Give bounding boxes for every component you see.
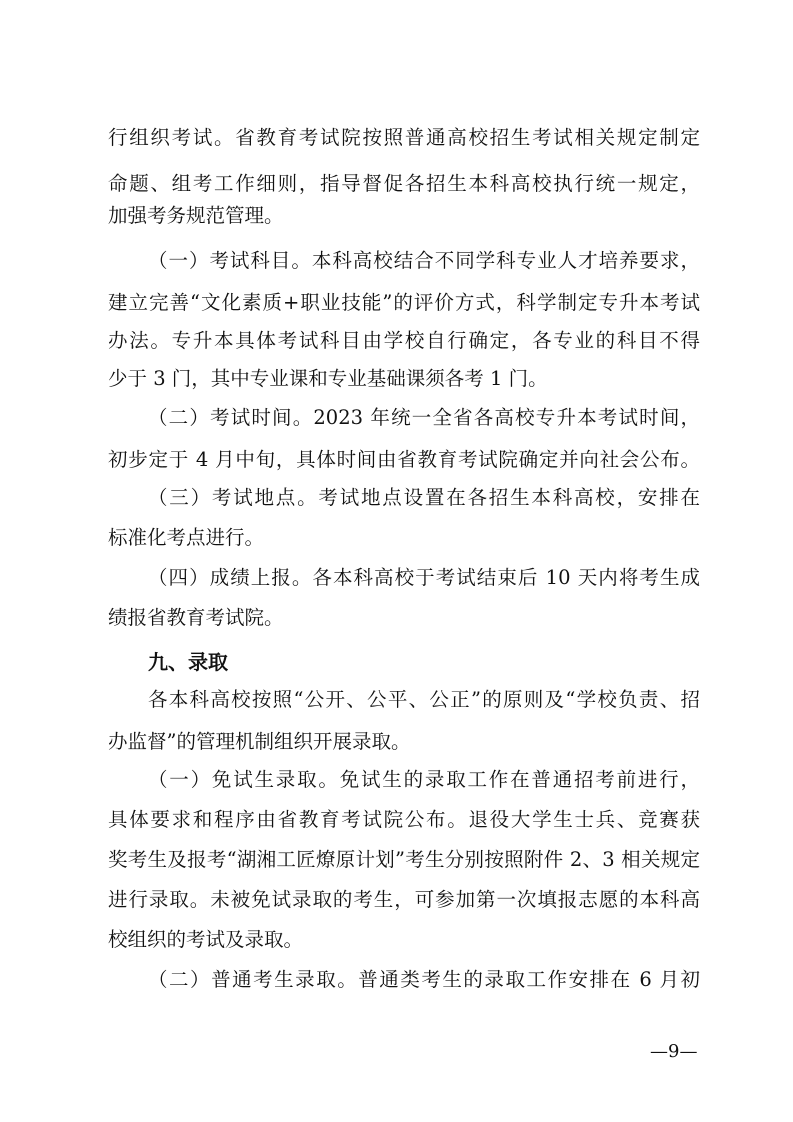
section-heading: 九、录取 [148,650,228,674]
body-line: 各本科高校按照“公开、公平、公正”的原则及“学校负责、招 [148,688,700,711]
body-line: （四）成绩上报。各本科高校于考试结束后 10 天内将考生成 [148,566,700,589]
body-line: 命题、组考工作细则，指导督促各招生本科高校执行统一规定， [108,172,700,195]
body-line: 行组织考试。省教育考试院按照普通高校招生考试相关规定制定 [108,126,700,149]
body-line: （二）普通考生录取。普通类考生的录取工作安排在 6 月初 [148,968,700,991]
page-number: —9— [650,1041,698,1062]
body-line: 初步定于 4 月中旬，具体时间由省教育考试院确定并向社会公布。 [108,448,700,471]
body-line: 校组织的考试及录取。 [108,928,304,951]
body-line: 加强考务规范管理。 [108,204,284,227]
body-line: 奖考生及报考“湖湘工匠燎原计划”考生分别按照附件 2、3 相关规定 [108,848,700,871]
body-line: （一）考试科目。本科高校结合不同学科专业人才培养要求， [148,249,700,272]
body-line: 具体要求和程序由省教育考试院公布。退役大学生士兵、竞赛获 [108,808,700,831]
body-line: （二）考试时间。2023 年统一全省各高校专升本考试时间， [148,406,700,429]
body-line: （三）考试地点。考试地点设置在各招生本科高校，安排在 [148,486,700,509]
body-line: 建立完善“文化素质+职业技能”的评价方式，科学制定专升本考试 [108,291,700,314]
body-line: 办法。专升本具体考试科目由学校自行确定，各专业的科目不得 [108,329,700,352]
body-line: 少于 3 门，其中专业课和专业基础课须各考 1 门。 [108,367,548,390]
body-line: 标准化考点进行。 [108,526,265,549]
body-line: 进行录取。未被免试录取的考生，可参加第一次填报志愿的本科高 [108,888,700,911]
body-line: 办监督”的管理机制组织开展录取。 [108,730,411,753]
body-line: 绩报省教育考试院。 [108,606,284,629]
body-line: （一）免试生录取。免试生的录取工作在普通招考前进行， [148,768,700,791]
